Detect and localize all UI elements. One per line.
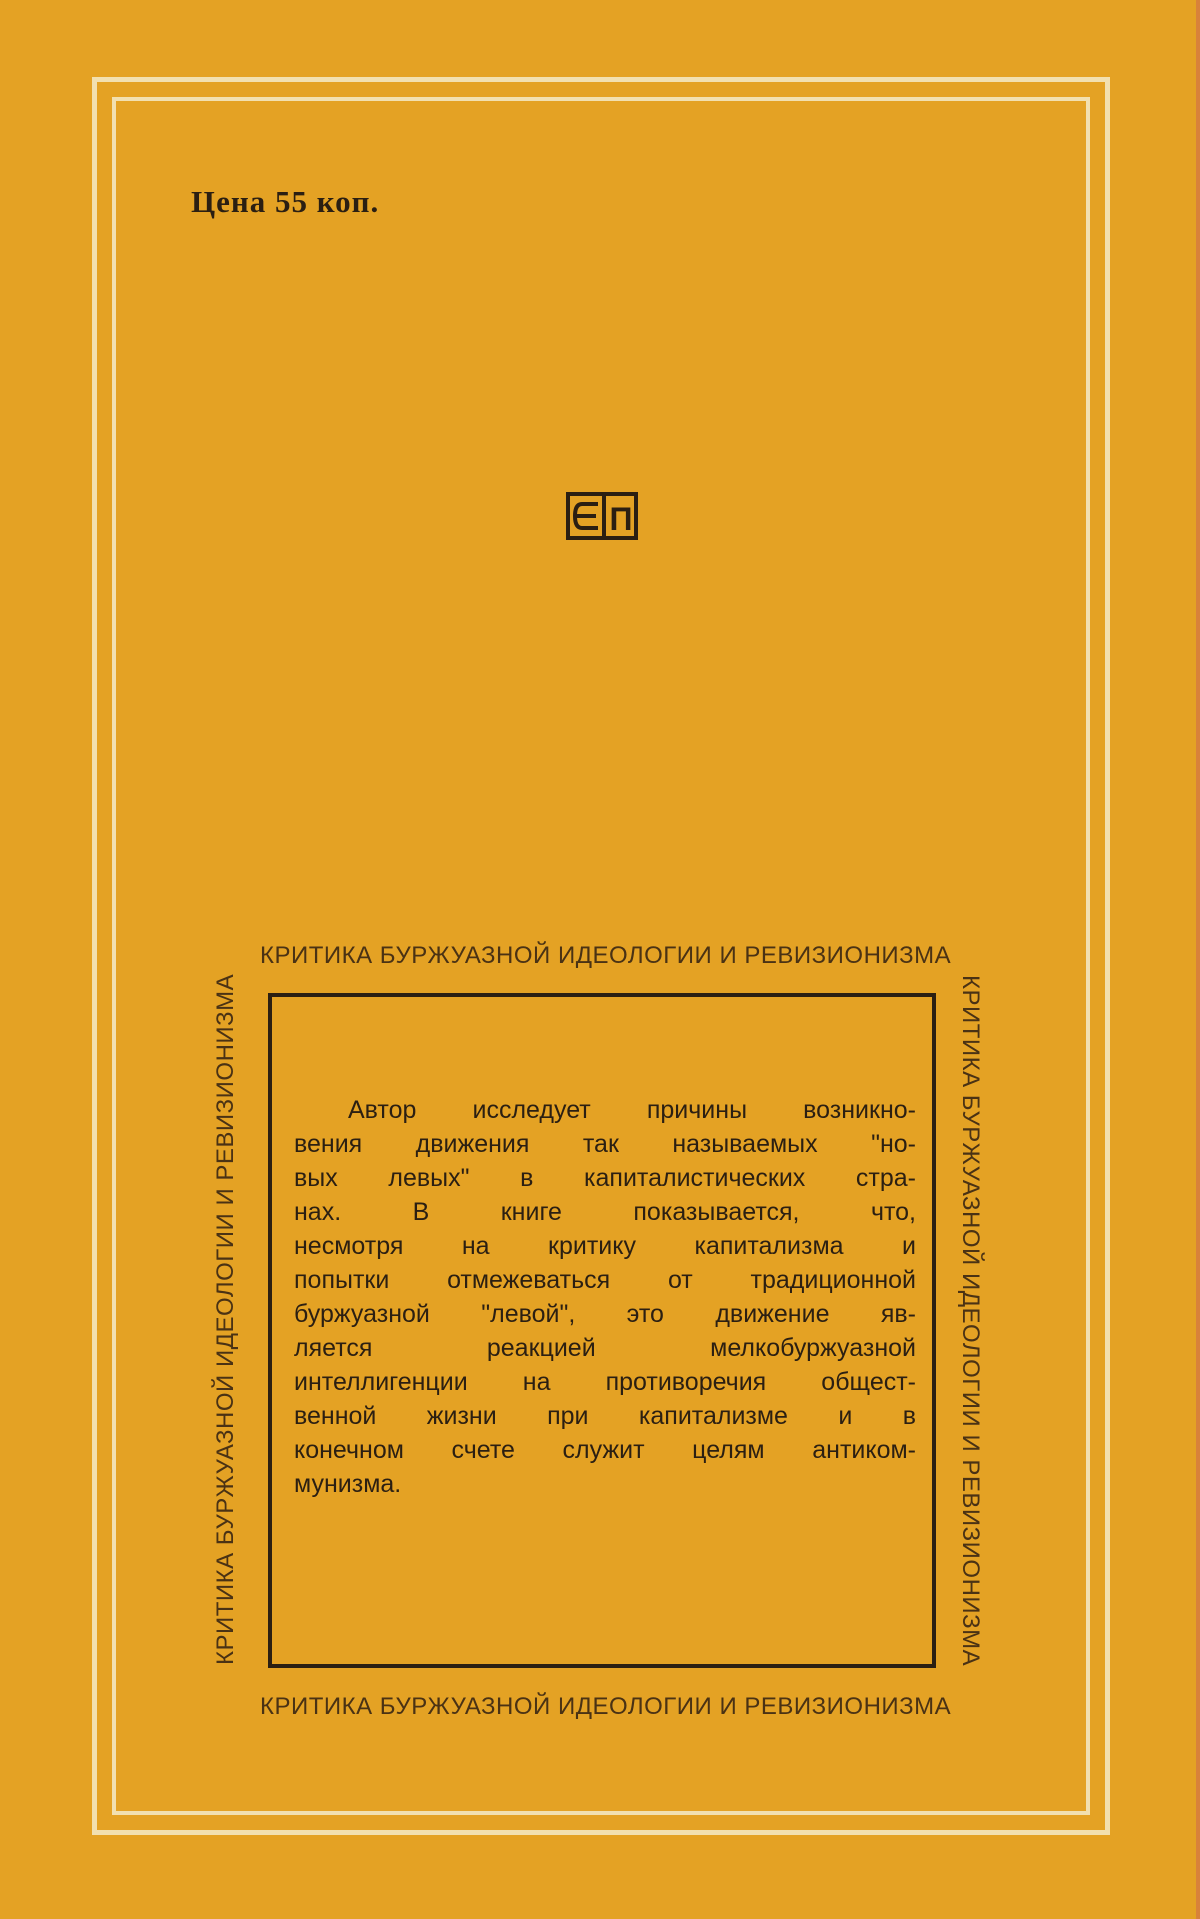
annotation-line: интеллигенции на противоречия общест- (294, 1368, 916, 1396)
annotation-line: Автор исследует причины возникно- (348, 1096, 916, 1124)
annotation-line: нах. В книге показывается, что, (294, 1198, 916, 1226)
series-title-right: КРИТИКА БУРЖУАЗНОЙ ИДЕОЛОГИИ И РЕВИЗИОНИЗМА (957, 975, 984, 1667)
series-title-left: КРИТИКА БУРЖУАЗНОЙ ИДЕОЛОГИИ И РЕВИЗИОНИЗМА (212, 973, 239, 1665)
annotation-text (294, 1093, 916, 1501)
cover-edge-strip (1196, 0, 1200, 1919)
annotation-line: вения движения так называемых "но- (294, 1130, 916, 1158)
annotation-line: ляется реакцией мелкобуржуазной (294, 1334, 916, 1362)
publisher-logo-letter: П (609, 501, 633, 537)
annotation-line: конечном счете служит целям антиком- (294, 1436, 916, 1464)
series-title-bottom: КРИТИКА БУРЖУАЗНОЙ ИДЕОЛОГИИ И РЕВИЗИОНИЗМА (260, 1693, 952, 1720)
annotation-line: попытки отмежеваться от традиционной (294, 1266, 916, 1294)
annotation-line: венной жизни при капитализме и в (294, 1402, 916, 1430)
series-title-top: КРИТИКА БУРЖУАЗНОЙ ИДЕОЛОГИИ И РЕВИЗИОНИЗМА (260, 942, 952, 969)
price-label: Цена 55 коп. (191, 184, 380, 219)
annotation-line: вых левых" в капиталистических стра- (294, 1164, 916, 1192)
publisher-logo-icon (566, 492, 638, 540)
annotation-line: мунизма. (294, 1470, 402, 1498)
annotation-line: буржуазной "левой", это движение яв- (294, 1300, 916, 1328)
annotation-line: несмотря на критику капитализма и (294, 1232, 916, 1260)
